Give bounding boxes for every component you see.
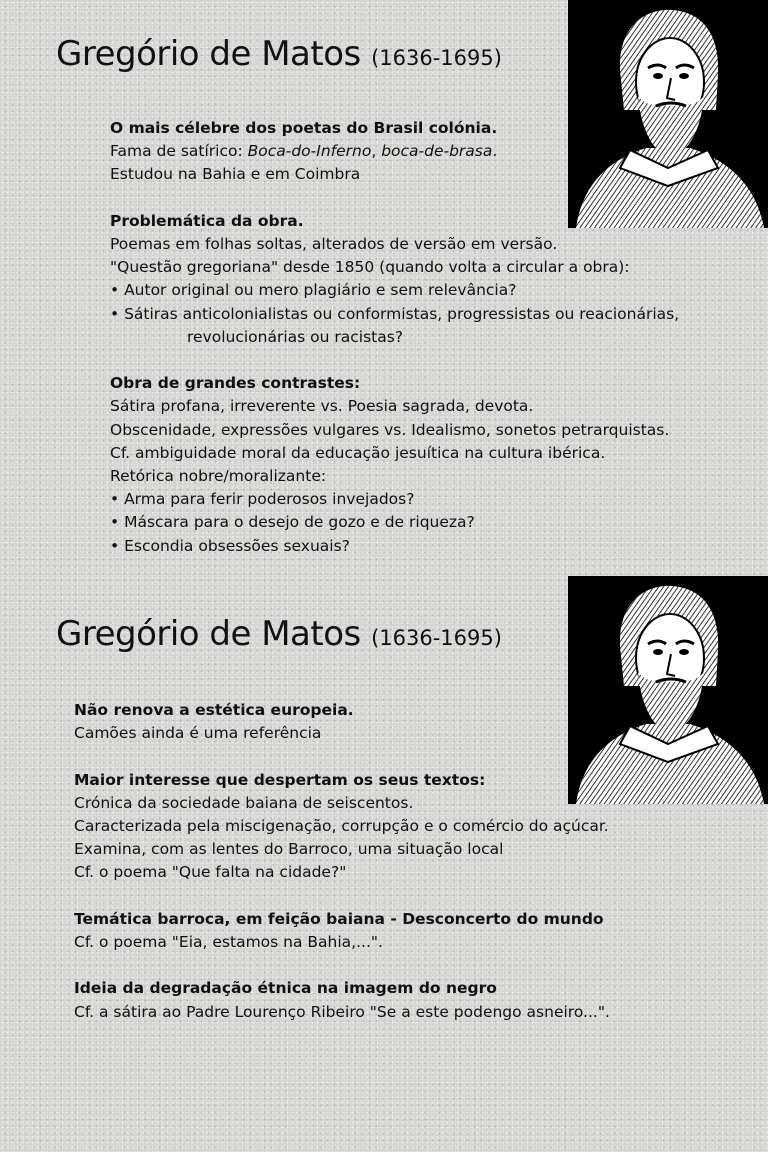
slide-title: Gregório de Matos (1636-1695) [56,34,502,74]
text-line: Examina, com as lentes do Barroco, uma situação local [74,840,504,859]
text-line: Cf. a sátira ao Padre Lourenço Ribeiro "Se a este podengo asneiro...". [74,1002,610,1021]
text-line: Camões ainda é uma referência [74,724,322,743]
slide-2 [0,576,768,1152]
text-line: Obscenidade, expressões vulgares vs. Idealismo, sonetos petrarquistas. [110,420,670,439]
text-line: "Questão gregoriana" desde 1850 (quando volta a circular a obra): [110,258,630,277]
text-line: Cf. o poema "Que falta na cidade?" [74,863,347,882]
section-heading: O mais célebre dos poetas do Brasil colónia. [110,119,498,137]
text-line: Fama de satírico: Boca-do-Inferno, boca-de-brasa. [110,142,498,161]
text-line: Caracterizada pela miscigenação, corrupção e o comércio do açúcar. [74,817,609,835]
slide-title: Gregório de Matos (1636-1695) [56,614,502,654]
section-heading: Maior interesse que despertam os seus textos: [74,770,486,789]
section-heading: Ideia da degradação étnica na imagem do negro [74,979,497,998]
bullet-item: • Escondia obsessões sexuais? [110,536,350,555]
slide-2-body [74,699,734,1024]
text-line: Retórica nobre/moralizante: [110,467,327,486]
section-heading: Não renova a estética europeia. [74,701,354,719]
bullet-item: • Sátiras anticolonialistas ou conformistas, progressistas ou reacionárias, [110,304,680,323]
text-line: Poemas em folhas soltas, alterados de versão em versão. [110,235,558,253]
bullet-item: • Autor original ou mero plagiário e sem relevância? [110,281,517,300]
slide-1-body [110,117,730,558]
section-heading: Problemática da obra. [110,211,304,230]
section-heading: Obra de grandes contrastes: [110,374,361,393]
text-line: revolucionárias ou racistas? [187,327,404,346]
text-line: Cf. o poema "Eia, estamos na Bahia,...". [74,933,383,951]
section-heading: Temática barroca, em feição baiana - Desconcerto do mundo [74,909,604,928]
text-line: Cf. ambiguidade moral da educação jesuítica na cultura ibérica. [110,443,606,462]
bullet-item: • Arma para ferir poderosos invejados? [110,490,415,509]
text-line: Sátira profana, irreverente vs. Poesia sagrada, devota. [110,397,534,416]
title-years: (1636-1695) [371,46,502,70]
text-line: Estudou na Bahia e em Coimbra [110,165,361,184]
text-line: Crónica da sociedade baiana de seiscentos. [74,793,414,812]
bullet-item: • Máscara para o desejo de gozo e de riqueza? [110,513,475,532]
title-years: (1636-1695) [371,626,502,650]
